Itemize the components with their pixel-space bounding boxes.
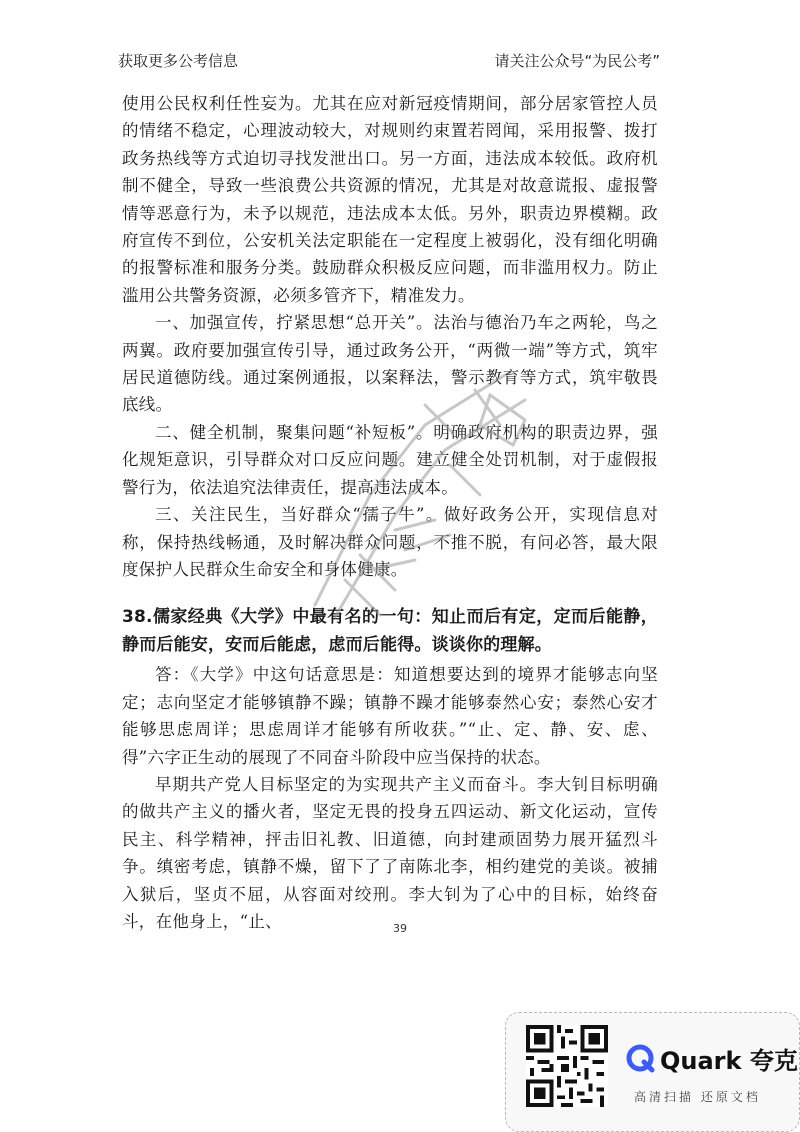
quark-scan-badge — [505, 1012, 800, 1132]
header-left-text: 获取更多公考信息 — [118, 52, 239, 70]
answer-paragraph-1: 答：《大学》中这句话意思是：知道想要达到的境界才能够志向坚定；志向坚定才能够镇静不躁；镇静不躁才能够泰然心安；泰然心安才能够思虑周详；思虑周详才能够有所收获。”“止、定、静、安、虑、得”六字正生动的展现了不同奋斗阶段中应当保持的状态。 — [122, 665, 658, 767]
document-body — [122, 90, 658, 935]
quark-brand — [626, 1041, 798, 1076]
quark-brand-text: Quark 夸克 — [660, 1047, 798, 1075]
paragraph-continuation: 使用公民权利任性妄为。尤其在应对新冠疫情期间，部分居家管控人员的情绪不稳定，心理波动较大，对规则约束置若罔闻，采用报警、拨打政务热线等方式迫切寻找发泄出口。另一方面，违法成本较低。政府机制不健全，导致一些浪费公共资源的情况，尤其是对故意谎报、虚报警情等恶意行为，未予以规范，违法成本太低。另外，职责边界模糊。政府宣传不到位，公安机关法定职能在一定程度上被弱化，没有细化明确的报警标准和服务分类。鼓励群众积极反应问题，而非滥用权力。防止滥用公共警务资源，必须多管齐下，精准发力。 — [122, 94, 658, 305]
page-number: 39 — [393, 922, 407, 935]
paragraph-point-1: 一、加强宣传，拧紧思想“总开关”。法治与德治乃车之两轮，鸟之两翼。政府要加强宣传引导，通过政务公开，“两微一端”等方式，筑牢居民道德防线。通过案例通报，以案释法，警示教育等方式，筑牢敬畏底线。 — [122, 313, 658, 415]
page-header — [118, 50, 660, 71]
answer-paragraph-2: 早期共产党人目标坚定的为实现共产主义而奋斗。李大钊目标明确的做共产主义的播火者，坚定无畏的投身五四运动、新文化运动，宣传民主、科学精神，抨击旧礼教、旧道德，向封建顽固势力展开猛烈斗争。缜密考虑，镇静不燥，留下了了南陈北李，相约建党的美谈。被捕入狱后，坚贞不屈，从容面对绞刑。李大钊为了心中的目标，始终奋斗，在他身上，“止、 — [122, 774, 658, 931]
quark-subtitle: 高清扫描 还原文档 — [634, 1090, 761, 1104]
header-right-text: 请关注公众号“为民公考” — [494, 52, 660, 70]
qr-code-icon — [526, 1025, 608, 1107]
quark-logo-icon — [626, 1044, 656, 1074]
question-38-heading: 38.儒家经典《大学》中最有名的一句：知止而后有定，定而后能静，静而后能安，安而后能虑，虑而后能得。谈谈你的理解。 — [122, 607, 658, 655]
paragraph-point-3: 三、关注民生，当好群众“孺子牛”。做好政务公开，实现信息对称，保持热线畅通，及时解决群众问题，不推不脱，有问必答，最大限度保护人民群众生命安全和身体健康。 — [122, 505, 658, 579]
paragraph-point-2: 二、健全机制，聚集问题“补短板”。明确政府机构的职责边界，强化规矩意识，引导群众对口反应问题。建立健全处罚机制，对于虚假报警行为，依法追究法律责任，提高违法成本。 — [122, 422, 658, 497]
